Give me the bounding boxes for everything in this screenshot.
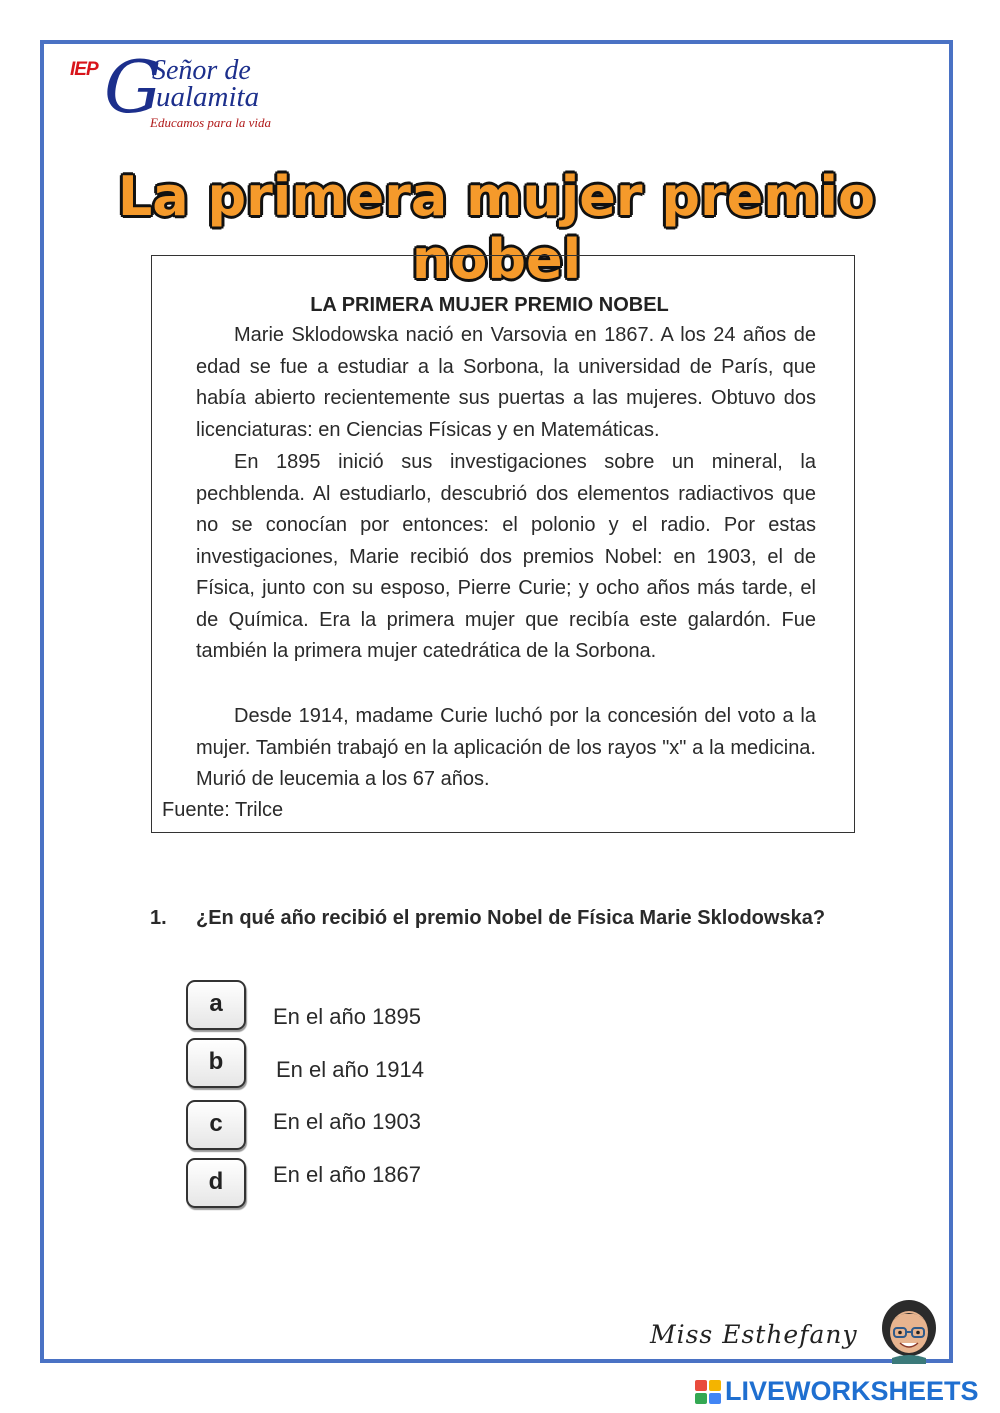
option-b-text: En el año 1914 — [276, 1057, 425, 1082]
option-a-text: En el año 1895 — [273, 1004, 422, 1029]
teacher-avatar-icon — [878, 1298, 940, 1364]
option-d-text: En el año 1867 — [273, 1162, 422, 1187]
logo-tagline: Educamos para la vida — [150, 115, 271, 130]
page-title: La primera mujer premio nobel — [117, 165, 876, 291]
reading-paragraph-2: En 1895 inició sus investigaciones sobre un mineral, la pechblenda. Al estudiarlo, descubrió dos elementos radiactivos que no se conocían por entonces: el polonio y el radio. Por estas investigaciones, Marie recibió dos premios Nobel: en 1903, el de Física, junto con su esposo, Pierre Curie; y ocho años más tarde, el de Química. Era la primera mujer que recibía este galardón. Fue también la primera mujer catedrática de la Sorbona. — [196, 451, 816, 662]
reading-heading: LA PRIMERA MUJER PREMIO NOBEL — [310, 294, 669, 316]
option-b-button[interactable]: b — [186, 1038, 246, 1088]
school-logo — [70, 45, 310, 135]
logo-line1: Señor de — [152, 55, 251, 86]
reading-paragraph-1: Marie Sklodowska nació en Varsovia en 1867. A los 24 años de edad se fue a estudiar a la Sorbona, la universidad de París, que había abierto recientemente sus puertas a las mujeres. Obtuvo dos licenciaturas: en Ciencias Físicas y en Matemáticas. — [196, 324, 816, 441]
logo-line2: ualamita — [156, 81, 260, 113]
question-number: 1. — [150, 907, 167, 929]
teacher-signature: Miss Esthefany — [650, 1320, 858, 1349]
question-1 — [150, 898, 838, 938]
option-c-text: En el año 1903 — [273, 1109, 422, 1134]
logo-initial: G — [104, 45, 162, 129]
option-c-button[interactable]: c — [186, 1100, 246, 1150]
question-text: ¿En qué año recibió el premio Nobel de Física Marie Sklodowska? — [196, 907, 826, 929]
liveworksheets-logo-icon — [695, 1380, 721, 1404]
logo-prefix: IEP — [70, 59, 98, 80]
option-a-button[interactable]: a — [186, 980, 246, 1030]
option-d-button[interactable]: d — [186, 1158, 246, 1208]
reading-box — [151, 255, 855, 833]
liveworksheets-wordmark: LIVEWORKSHEETS — [725, 1376, 979, 1406]
reading-paragraph-3: Desde 1914, madame Curie luchó por la concesión del voto a la mujer. También trabajó en la aplicación de los rayos "x" a la medicina. Murió de leucemia a los 67 años. — [196, 705, 816, 790]
reading-source: Fuente: Trilce — [162, 799, 284, 821]
